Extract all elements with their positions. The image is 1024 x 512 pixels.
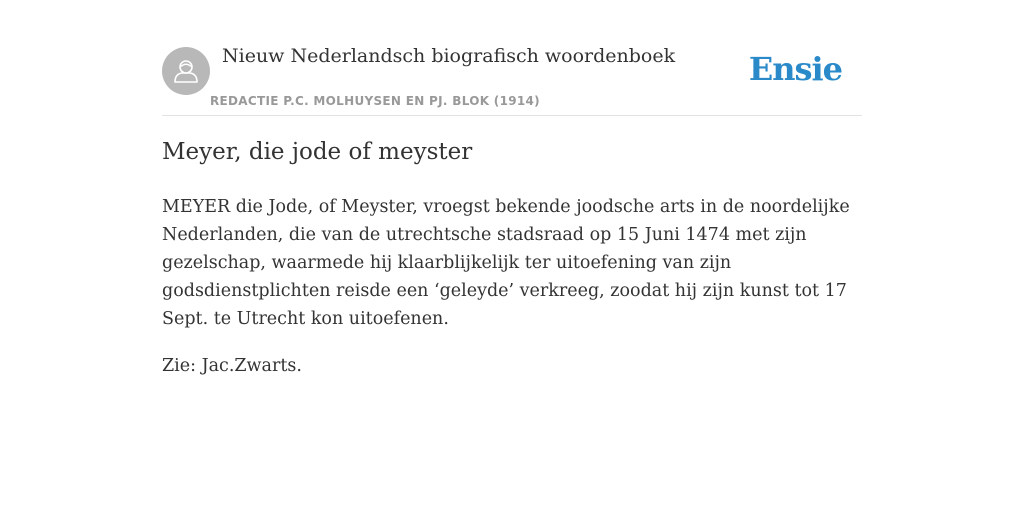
article-title: Meyer, die jode of meyster — [162, 139, 473, 165]
avatar[interactable] — [162, 47, 210, 95]
page — [162, 0, 862, 512]
user-silhouette-icon — [162, 47, 210, 95]
source-title[interactable]: Nieuw Nederlandsch biografisch woordenboek — [222, 45, 676, 67]
article-reference: Zie: Jac.Zwarts. — [162, 356, 302, 376]
source-editors: REDACTIE P.C. MOLHUYSEN EN PJ. BLOK (1914) — [210, 94, 540, 108]
ensie-logo[interactable]: Ensie — [748, 50, 842, 88]
source-header — [162, 0, 862, 116]
article-body: MEYER die Jode, of Meyster, vroegst bekende joodsche arts in de noordelijke Nederlanden, die van de utrechtsche stadsraad op 15 Juni 1474 met zijn gezelschap, waarmede hij klaarblijkelijk ter uitoefening van zijn godsdienstplichten reisde een ‘geleyde’ verkreeg, zoodat hij zijn kunst tot 17 Sept. te Utrecht kon uitoefenen. — [162, 197, 850, 329]
